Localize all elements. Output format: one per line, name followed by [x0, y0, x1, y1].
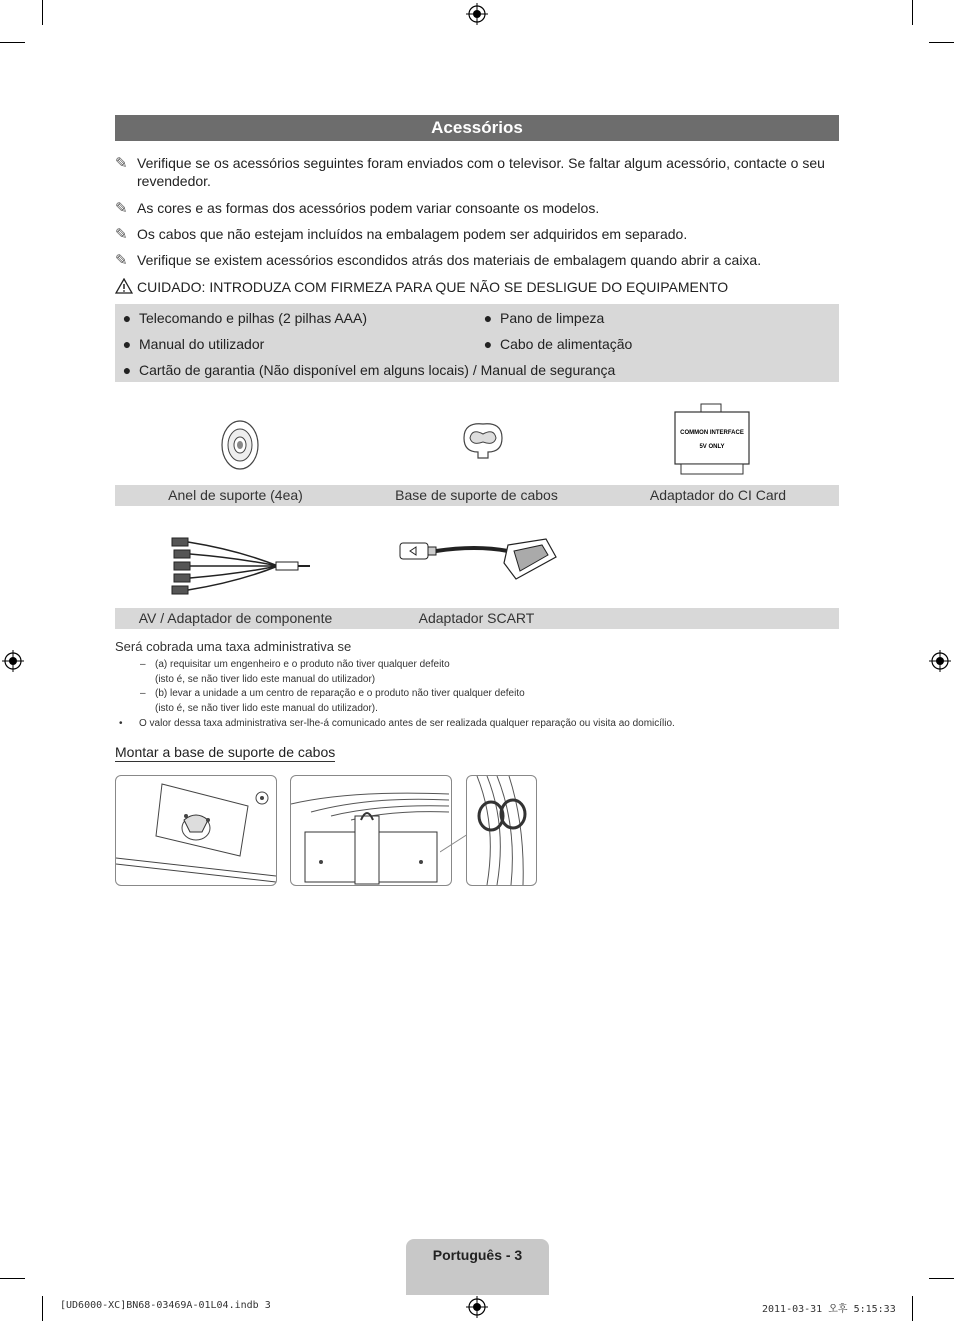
assembly-step-2	[290, 775, 452, 886]
registration-mark-icon	[929, 650, 951, 672]
fee-item-c: O valor dessa taxa administrativa ser-lhe-á comunicado antes de ser realizada qualquer reparação ou visita ao domicílio.	[139, 718, 675, 729]
footer-file: [UD6000-XC]BN68-03469A-01L04.indb 3	[60, 1300, 271, 1311]
ci-card-line1: COMMON INTERFACE	[680, 430, 744, 436]
warning-triangle-icon	[115, 278, 133, 294]
section-title: Acessórios	[115, 115, 839, 141]
fee-intro: Será cobrada uma taxa administrativa se	[115, 639, 352, 654]
assembly-step-1	[115, 775, 277, 886]
fee-dash: –	[140, 659, 146, 670]
caution-text: CUIDADO: INTRODUZA COM FIRMEZA PARA QUE NÃO SE DESLIGUE DO EQUIPAMENTO	[137, 279, 729, 295]
note-item: ✎ As cores e as formas dos acessórios podem variar consoante os modelos.	[115, 200, 600, 217]
accessory-label: Adaptador do CI Card	[649, 487, 787, 503]
list-item: ● Telecomando e pilhas (2 pilhas AAA)	[122, 310, 368, 326]
list-item: ● Cartão de garantia (Não disponível em alguns locais) / Manual de segurança	[122, 362, 616, 378]
registration-mark-icon	[466, 1296, 488, 1318]
footer-date: 2011-03-31 오후 5:15:33	[762, 1304, 896, 1315]
cable-holder-heading: Montar a base de suporte de cabos	[115, 744, 336, 760]
note-item: ✎ Os cabos que não estejam incluídos na embalagem podem ser adquiridos em separado.	[115, 226, 688, 243]
registration-mark-icon	[2, 650, 24, 672]
caution-line	[115, 278, 728, 295]
page-number-tab: Português - 3	[406, 1239, 549, 1295]
pencil-note-icon: ✎	[115, 155, 128, 172]
cable-holder-illustration	[458, 418, 508, 462]
registration-mark-icon	[466, 3, 488, 25]
accessory-label: Anel de suporte (4ea)	[168, 487, 303, 503]
ci-card-line2: 5V ONLY	[699, 444, 725, 450]
pencil-note-icon: ✎	[115, 226, 128, 243]
fee-bullet: •	[119, 718, 123, 729]
accessory-label: AV / Adaptador de componente	[138, 610, 333, 626]
fee-item-a2: (isto é, se não tiver lido este manual do utilizador)	[155, 674, 376, 685]
note-item: ✎ Verifique se os acessórios seguintes foram enviados com o televisor. Se faltar algum acessório, contacte o seu revendedor.	[115, 155, 825, 189]
pencil-note-icon: ✎	[115, 252, 128, 269]
holder-ring-illustration	[218, 418, 262, 472]
fee-item-b1: (b) levar a unidade a um centro de reparação e o produto não tiver qualquer defeito	[155, 688, 525, 699]
scart-adapter-illustration	[396, 535, 558, 587]
assembly-step-3	[466, 775, 537, 886]
list-item: ● Manual do utilizador	[122, 336, 265, 352]
note-item: ✎ Verifique se existem acessórios escondidos atrás dos materiais de embalagem quando abrir a caixa.	[115, 252, 762, 269]
ci-card-adapter-illustration	[671, 403, 753, 477]
pencil-note-icon: ✎	[115, 200, 128, 217]
accessory-label: Adaptador SCART	[418, 610, 535, 626]
list-item: ● Pano de limpeza	[483, 310, 605, 326]
accessory-label: Base de suporte de cabos	[395, 487, 558, 503]
list-item: ● Cabo de alimentação	[483, 336, 633, 352]
fee-item-a1: (a) requisitar um engenheiro e o produto não tiver qualquer defeito	[155, 659, 450, 670]
fee-item-b2: (isto é, se não tiver lido este manual do utilizador).	[155, 703, 378, 714]
av-component-adapter-illustration	[168, 530, 313, 598]
fee-dash: –	[140, 688, 146, 699]
